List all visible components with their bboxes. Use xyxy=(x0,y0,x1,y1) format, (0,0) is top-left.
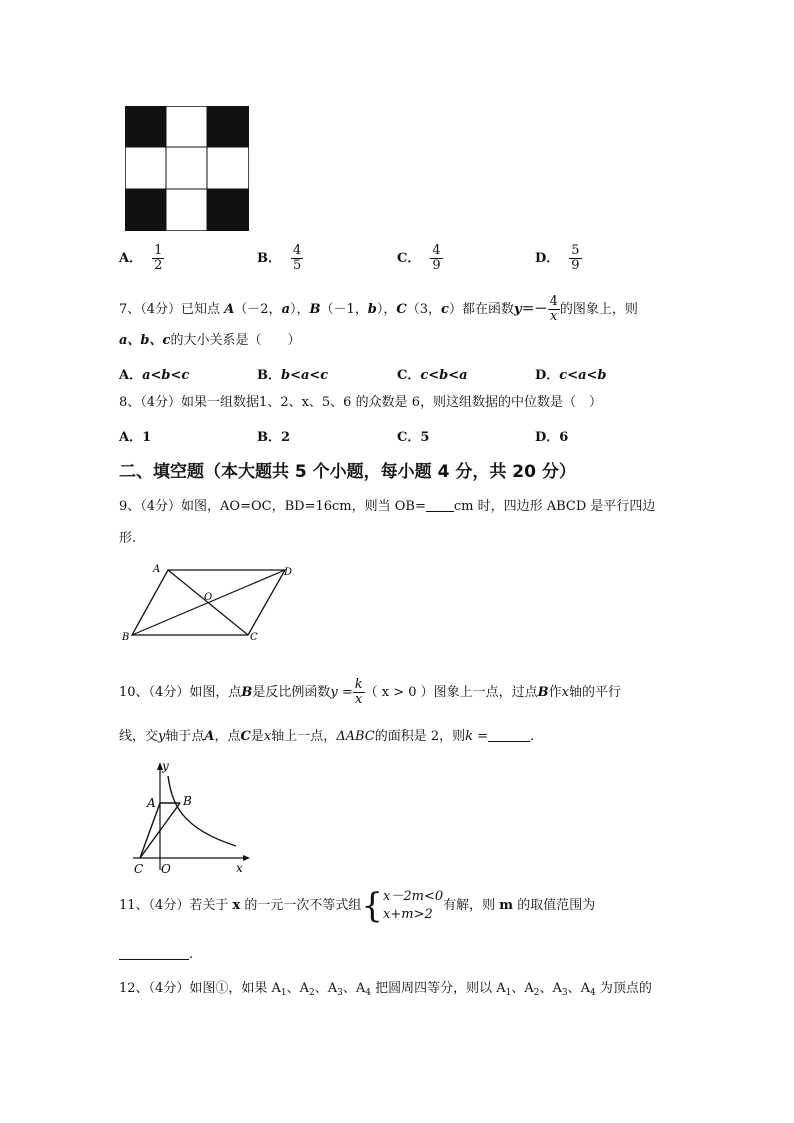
q8-option-d: D．6 xyxy=(535,430,569,445)
q7-stem-line1: 7、（4分）已知点 A（－2，a），B（－1，b），C（3，c）都在函数y＝－ $\frac{4}{x}$ 的图象上，则 xyxy=(119,294,638,324)
checker-cell xyxy=(125,106,166,147)
q9-stem-line2: 形. xyxy=(119,531,137,546)
label-o: O xyxy=(204,592,213,603)
q8-option-c: C．5 xyxy=(397,430,430,445)
section-heading: 二、填空题（本大题共 5 个小题，每小题 4 分，共 20 分） xyxy=(119,462,576,482)
label-x: x xyxy=(236,861,243,875)
q9-stem-line1: 9、（4分）如图，AO=OC，BD=16cm，则当 OB= cm 时，四边形 ABCD 是平行四边 xyxy=(119,499,656,514)
q6-option-b: B． $\frac{4}{5}$ xyxy=(257,243,302,273)
q7-option-d: D．c<a<b xyxy=(535,368,607,383)
label-c: C xyxy=(134,862,144,876)
q10-stem-line2: 线，交y轴于点A，点C是x轴上一点，ΔABC的面积是 2，则k = . xyxy=(119,729,535,744)
q8-stem: 8、（4分）如果一组数据1、2、x、5、6 的众数是 6，则这组数据的中位数是（ ） xyxy=(119,395,602,410)
label-a: A xyxy=(153,564,161,575)
parallelogram-figure xyxy=(118,560,303,645)
label-a: A xyxy=(147,796,156,810)
q7-option-a: A．a<b<c xyxy=(119,368,190,383)
label-d: D xyxy=(284,567,293,578)
q8-option-b: B．2 xyxy=(257,430,291,445)
checker-cell xyxy=(207,189,249,231)
q6-option-d: D． $\frac{5}{9}$ xyxy=(535,243,580,273)
label-y: y xyxy=(162,759,169,773)
checker-cell xyxy=(207,106,249,147)
q6-option-a: A． $\frac{1}{2}$ xyxy=(119,243,163,273)
q7-option-b: B．b<a<c xyxy=(257,368,329,383)
inverse-function-figure xyxy=(128,758,253,878)
q7-stem-line2: a、b、c的大小关系是（ ） xyxy=(119,333,301,348)
inequality-system: x－2m<0 x+m>2 xyxy=(383,888,444,922)
q7-option-c: C．c<b<a xyxy=(397,368,468,383)
q12-stem: 12、（4分）如图①，如果 $A_1$、$A_2$、$A_3$、$A_4$ 把圆周四等分，则以 $A_1$、$A_2$、$A_3$、$A_4$ 为顶点的 xyxy=(119,981,652,998)
checkerboard-figure xyxy=(125,106,249,231)
checker-cell xyxy=(125,189,166,231)
q10-stem-line1: 10、（4分）如图，点B是反比例函数y = $\frac{k}{x}$ （ x > 0 ）图象上一点，过点B作x轴的平行 xyxy=(119,677,622,707)
label-c: C xyxy=(250,632,258,643)
q8-option-a: A．1 xyxy=(119,430,152,445)
q11-stem-line1: 11、（4分）若关于 x 的一元一次不等式组{ x－2m<0 x+m>2 有解，则 m 的取值范围为 xyxy=(119,885,596,926)
label-b: B xyxy=(122,632,130,643)
label-o: O xyxy=(161,862,171,876)
q6-option-c: C． $\frac{4}{9}$ xyxy=(397,243,441,273)
q11-stem-line2: . xyxy=(119,946,193,964)
label-b: B xyxy=(183,794,192,808)
